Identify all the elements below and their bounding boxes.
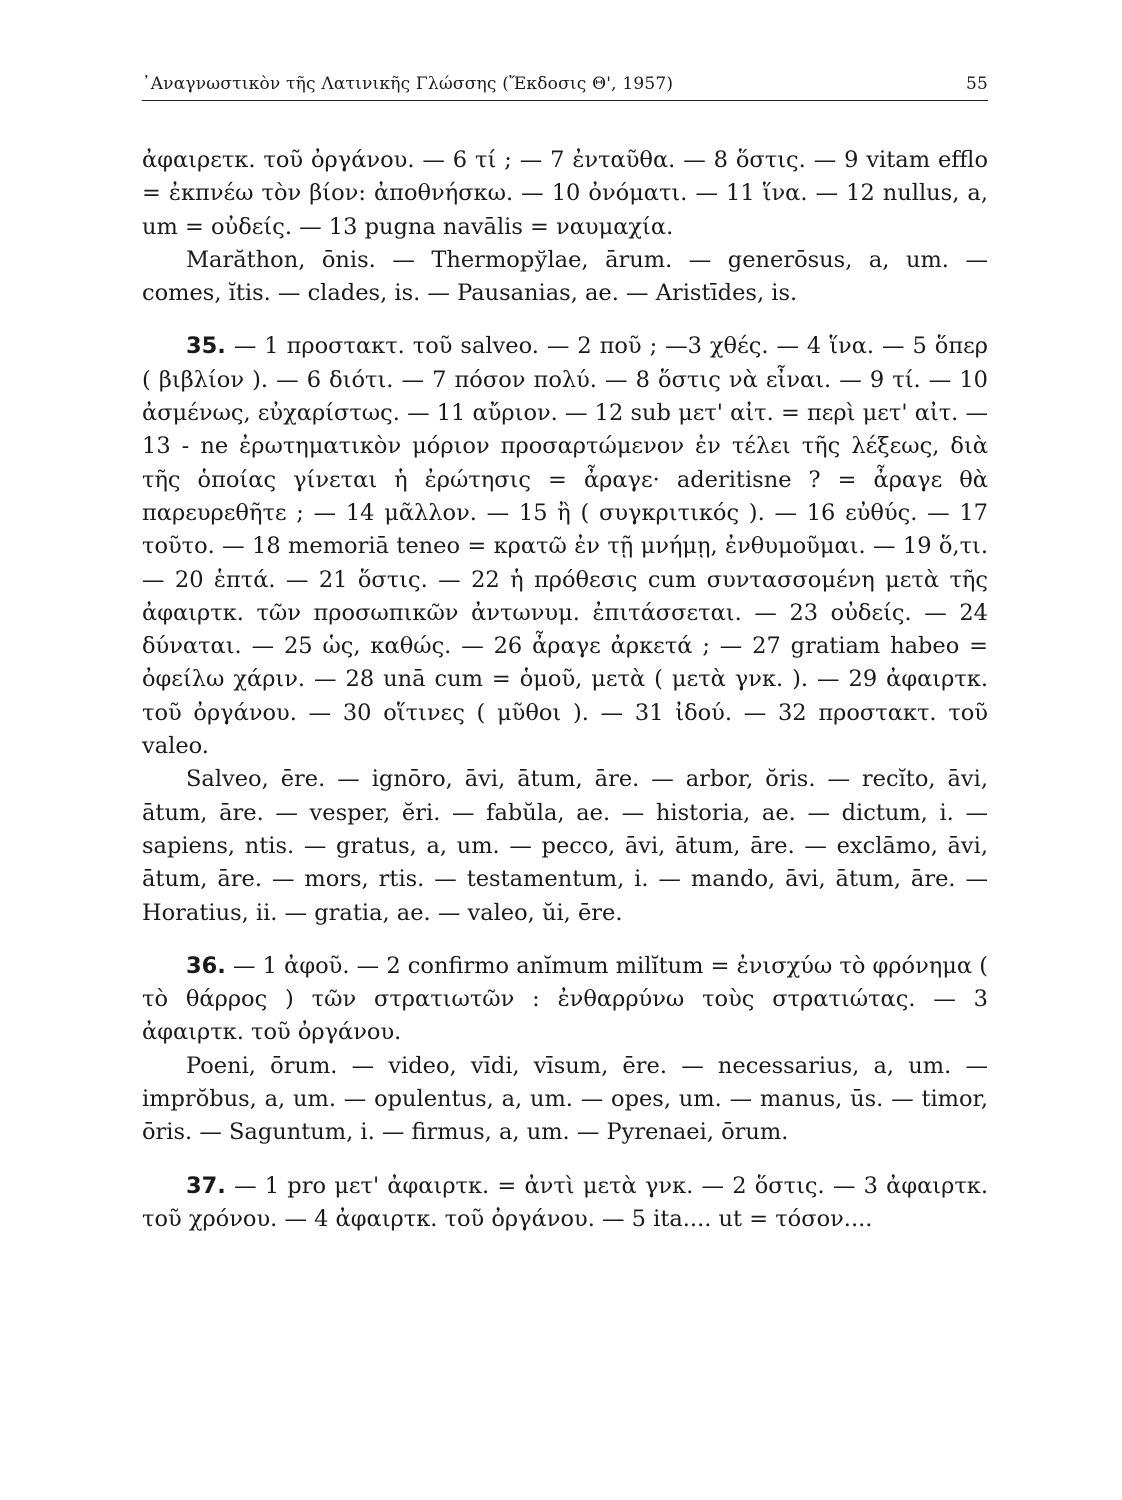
section-37	[142, 1170, 988, 1237]
paragraph-vocabulary-35: Salveo, ēre. — ignōro, āvi, ātum, āre. — arbor, ŏris. — recĭto, āvi, ātum, āre. — vesper, ĕri. — fabŭla, ae. — historia, ae. — dictum, i. — sapiens, ntis. — gratus, a, um. — pecco, āvi, ātum, āre. — exclāmo, āvi, ātum, āre. — mors, rtis. — testamentum, i. — mando, āvi, ātum, āre. — Horatius, ii. — gratia, ae. — valeo, ŭi, ēre.	[142, 766, 988, 926]
section-35	[142, 330, 988, 763]
section-36	[142, 950, 988, 1050]
paragraph-vocabulary-36: Poeni, ōrum. — video, vīdi, vīsum, ēre. — necessarius, a, um. — imprŏbus, a, um. — opulentus, a, um. — opes, um. — manus, ūs. — timor, ōris. — Saguntum, i. — firmus, a, um. — Pyrenaei, ōrum.	[142, 1052, 988, 1146]
page-body	[142, 144, 988, 1236]
section-number-37: 37.	[186, 1172, 226, 1199]
running-header	[142, 74, 988, 101]
running-title: ᾿Αναγνωστικὸν τῆς Λατινικῆς Γλώσσης (Ἔκδοσις Θ', 1957)	[142, 74, 674, 94]
paragraph-continuation: ἀφαιρετκ. τοῦ ὀργάνου. — 6 τί ; — 7 ἐνταῦθα. — 8 ὅστις. — 9 vitam efflo = ἐκπνέω τὸν βίον: ἀποθνήσκω. — 10 ὀνόματι. — 11 ἵνα. — 12 nullus, a, um = οὐδείς. — 13 pugna navālis = ναυμαχία.	[142, 147, 988, 240]
section-36-text: — 1 ἀφοῦ. — 2 confirmo anĭmum milĭtum = ἐνισχύω τὸ φρόνημα ( τὸ θάρρος ) τῶν στρατιωτῶν : ἐνθαρρύνω τοὺς στρατιώτας. — 3 ἀφαιρτκ. τοῦ ὀργάνου.	[142, 952, 988, 1046]
section-number-36: 36.	[186, 952, 226, 979]
paragraph-vocabulary-34: Marăthon, ōnis. — Thermopўlae, ārum. — generōsus, a, um. — comes, ĭtis. — clades, is. — Pausanias, ae. — Aristīdes, is.	[142, 246, 988, 307]
section-35-text: — 1 προστακτ. τοῦ salveo. — 2 ποῦ ; —3 χθές. — 4 ἵνα. — 5 ὅπερ ( βιβλίον ). — 6 διότι. — 7 πόσον πολύ. — 8 ὅστις νὰ εἶναι. — 9 τί. — 10 ἀσμένως, εὐχαρίστως. — 11 αὔριον. — 12 sub μετ' αἰτ. = περὶ μετ' αἰτ. — 13 - ne ἐρωτηματικὸν μόριον προσαρτώμενον ἐν τέλει τῆς λέξεως, διὰ τῆς ὁποίας γίνεται ἡ ἐρώτησις = ἆραγε· aderitisne ? = ἆραγε θὰ παρευρεθῆτε ; — 14 μᾶλλον. — 15 ἢ ( συγκριτικός ). — 16 εὐθύς. — 17 τοῦτο. — 18 memoriā teneo = κρατῶ ἐν τῇ μνήμῃ, ἐνθυμοῦμαι. — 19 ὅ,τι. — 20 ἑπτά. — 21 ὅστις. — 22 ἡ πρόθεσις cum συντασσομένη μετὰ τῆς ἀφαιρτκ. τῶν προσωπικῶν ἀντωνυμ. ἐπιτάσσεται. — 23 οὐδείς. — 24 δύναται. — 25 ὡς, καθώς. — 26 ἆραγε ἀρκετά ; — 27 gratiam habeo = ὀφείλω χάριν. — 28 unā cum = ὁμοῦ, μετὰ ( μετὰ γνκ. ). — 29 ἀφαιρτκ. τοῦ ὀργάνου. — 30 οἵτινες ( μῦθοι ). — 31 ἰδού. — 32 προστακτ. τοῦ valeo.	[142, 333, 988, 760]
section-number-35: 35.	[186, 333, 226, 360]
section-37-text: — 1 pro μετ' ἀφαιρτκ. = ἀντὶ μετὰ γνκ. — 2 ὅστις. — 3 ἀφαιρτκ. τοῦ χρόνου. — 4 ἀφαιρτκ. τοῦ ὀργάνου. — 5 ita.... ut = τόσον....	[142, 1172, 988, 1232]
page-number: 55	[965, 74, 988, 94]
